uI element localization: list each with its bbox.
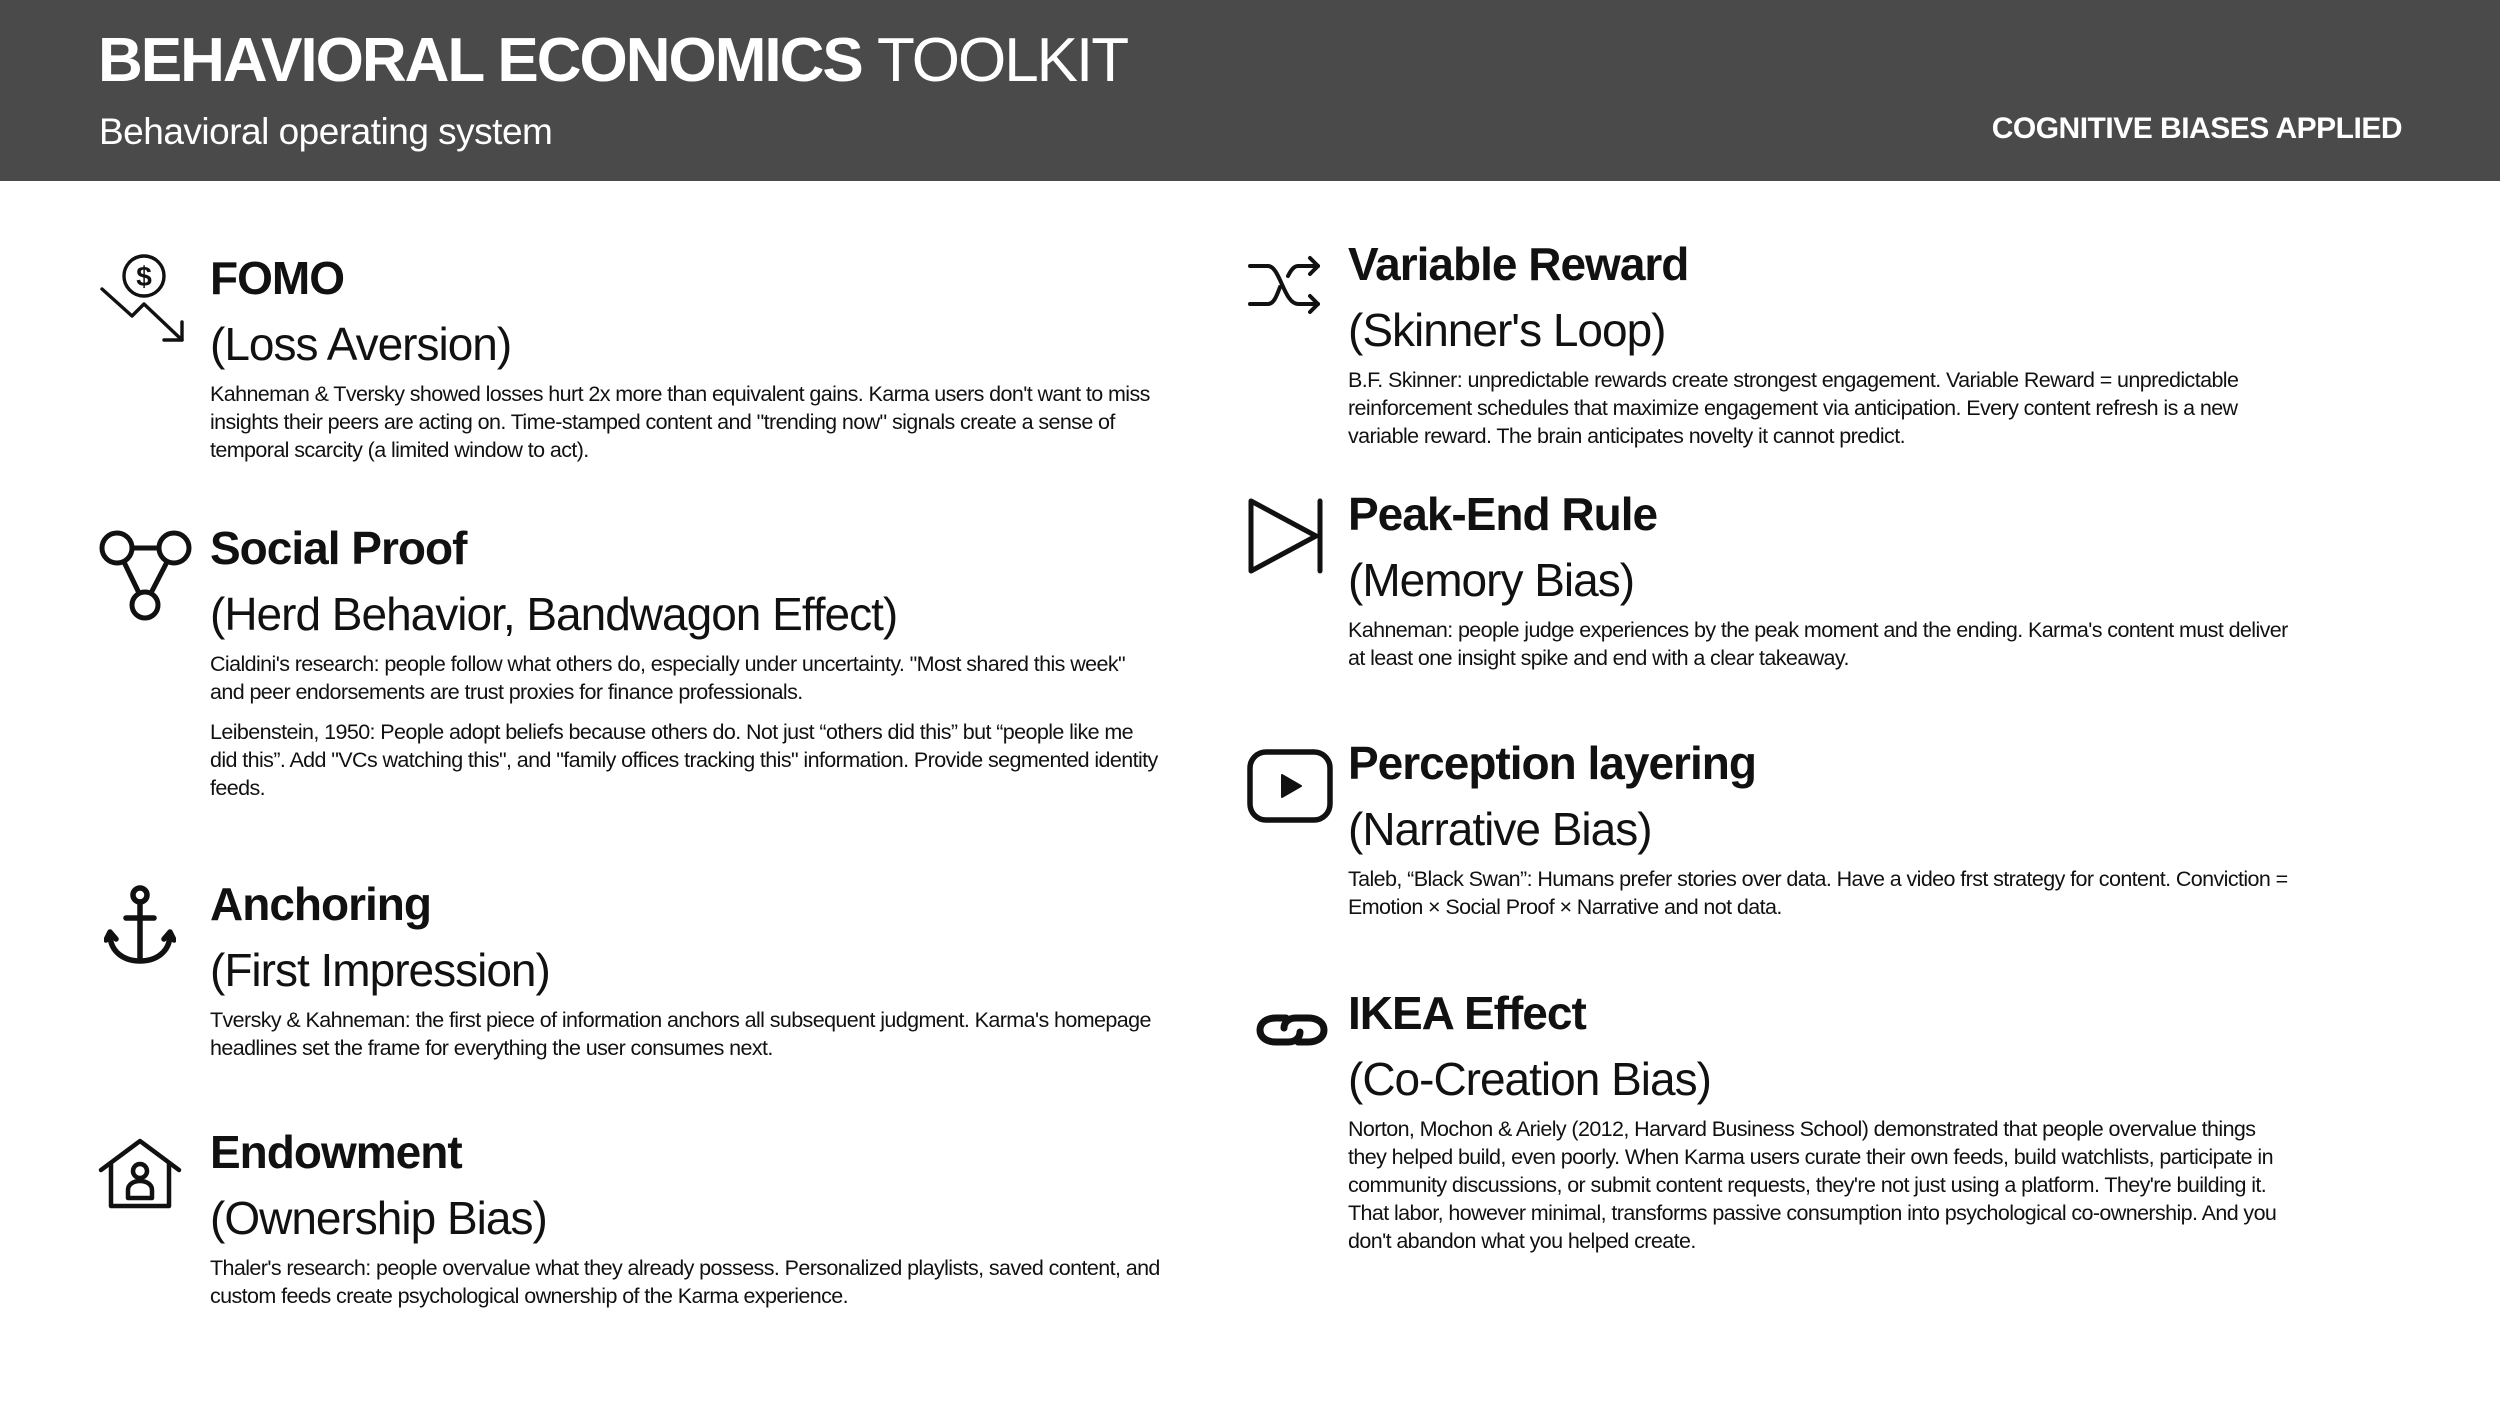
item-subtitle: (Narrative Bias): [1348, 803, 1652, 855]
title-bold: BEHAVIORAL ECONOMICS: [98, 26, 862, 95]
item-description: [210, 1254, 1160, 1310]
item-subtitle: (First Impression): [210, 944, 550, 996]
title-light: TOOLKIT: [877, 26, 1128, 95]
item-title: Peak-End Rule: [1348, 488, 1658, 540]
item-description: [210, 1006, 1160, 1062]
item-paragraph: Taleb, “Black Swan”: Humans prefer stories over data. Have a video frst strategy for content. Conviction = Emotion × Social Proof × Narrative and not data.: [1348, 867, 2288, 919]
shuffle-icon: [1248, 252, 1324, 318]
item-subtitle: (Ownership Bias): [210, 1192, 547, 1244]
play-end-icon: [1246, 496, 1326, 576]
item-paragraph: Kahneman: people judge experiences by the peak moment and the ending. Karma's content must deliver at least one insight spike and end with a clear takeaway.: [1348, 618, 2288, 670]
anchor-icon: [104, 884, 176, 966]
item-subtitle: (Co-Creation Bias): [1348, 1053, 1711, 1105]
page-subtitle: Behavioral operating system: [99, 111, 553, 152]
item-paragraph: B.F. Skinner: unpredictable rewards create strongest engagement. Variable Reward = unpredictable reinforcement schedules that maximize engagement via anticipation. Every content refresh is a new variable reward. The brain anticipates novelty it cannot predict.: [1348, 368, 2239, 448]
item-description: [210, 650, 1160, 802]
item-paragraph: Leibenstein, 1950: People adopt beliefs because others do. Not just “others did this” but “people like me did this”. Add "VCs watching this", and "family offices tracking this" information. Provide segmented identity feeds.: [210, 720, 1158, 800]
item-subtitle: (Herd Behavior, Bandwagon Effect): [210, 588, 898, 640]
item-paragraph: Tversky & Kahneman: the first piece of information anchors all subsequent judgment. Karma's homepage headlines set the frame for everything the user consumes next.: [210, 1008, 1151, 1060]
item-paragraph: Kahneman & Tversky showed losses hurt 2x more than equivalent gains. Karma users don't want to miss insights their peers are acting on. Time-stamped content and "trending now" signals create a sense of temporal scarcity (a limited window to act).: [210, 382, 1150, 462]
item-title: Endowment: [210, 1126, 462, 1178]
item-description: [210, 380, 1160, 464]
item-subtitle: (Memory Bias): [1348, 554, 1635, 606]
item-paragraph: Thaler's research: people overvalue what they already possess. Personalized playlists, saved content, and custom feeds create psychological ownership of the Karma experience.: [210, 1256, 1160, 1308]
item-title: Social Proof: [210, 522, 467, 574]
chain-link-icon: [1256, 1004, 1328, 1056]
item-paragraph: Cialdini's research: people follow what others do, especially under uncertainty. "Most shared this week" and peer endorsements are trust proxies for finance professionals.: [210, 652, 1126, 704]
svg-text:$: $: [136, 261, 152, 292]
section-badge: COGNITIVE BIASES APPLIED: [1991, 112, 2402, 145]
video-play-icon: [1246, 748, 1334, 824]
house-person-icon: [98, 1138, 182, 1210]
item-title: Anchoring: [210, 878, 431, 930]
item-title: Variable Reward: [1348, 238, 1689, 290]
item-description: [1348, 616, 2298, 672]
item-description: [1348, 366, 2298, 450]
item-paragraph: Norton, Mochon & Ariely (2012, Harvard Business School) demonstrated that people overvalue things they helped build, even poorly. When Karma users curate their own feeds, build watchlists, participate in community discussions, or submit content requests, they're not just using a platform. They're building it. That labor, however minimal, transforms passive consumption into psychological co-ownership. And you don't abandon what you helped create.: [1348, 1117, 2277, 1253]
item-description: [1348, 865, 2298, 921]
item-title: IKEA Effect: [1348, 987, 1586, 1039]
item-title: FOMO: [210, 252, 344, 304]
item-subtitle: (Skinner's Loop): [1348, 304, 1666, 356]
page-title: [98, 26, 1127, 96]
item-title: Perception layering: [1348, 737, 1756, 789]
network-nodes-icon: [98, 527, 193, 622]
header-bar: [0, 0, 2500, 181]
item-description: [1348, 1115, 2298, 1255]
item-subtitle: (Loss Aversion): [210, 318, 512, 370]
dollar-down-trend-icon: [98, 252, 188, 342]
